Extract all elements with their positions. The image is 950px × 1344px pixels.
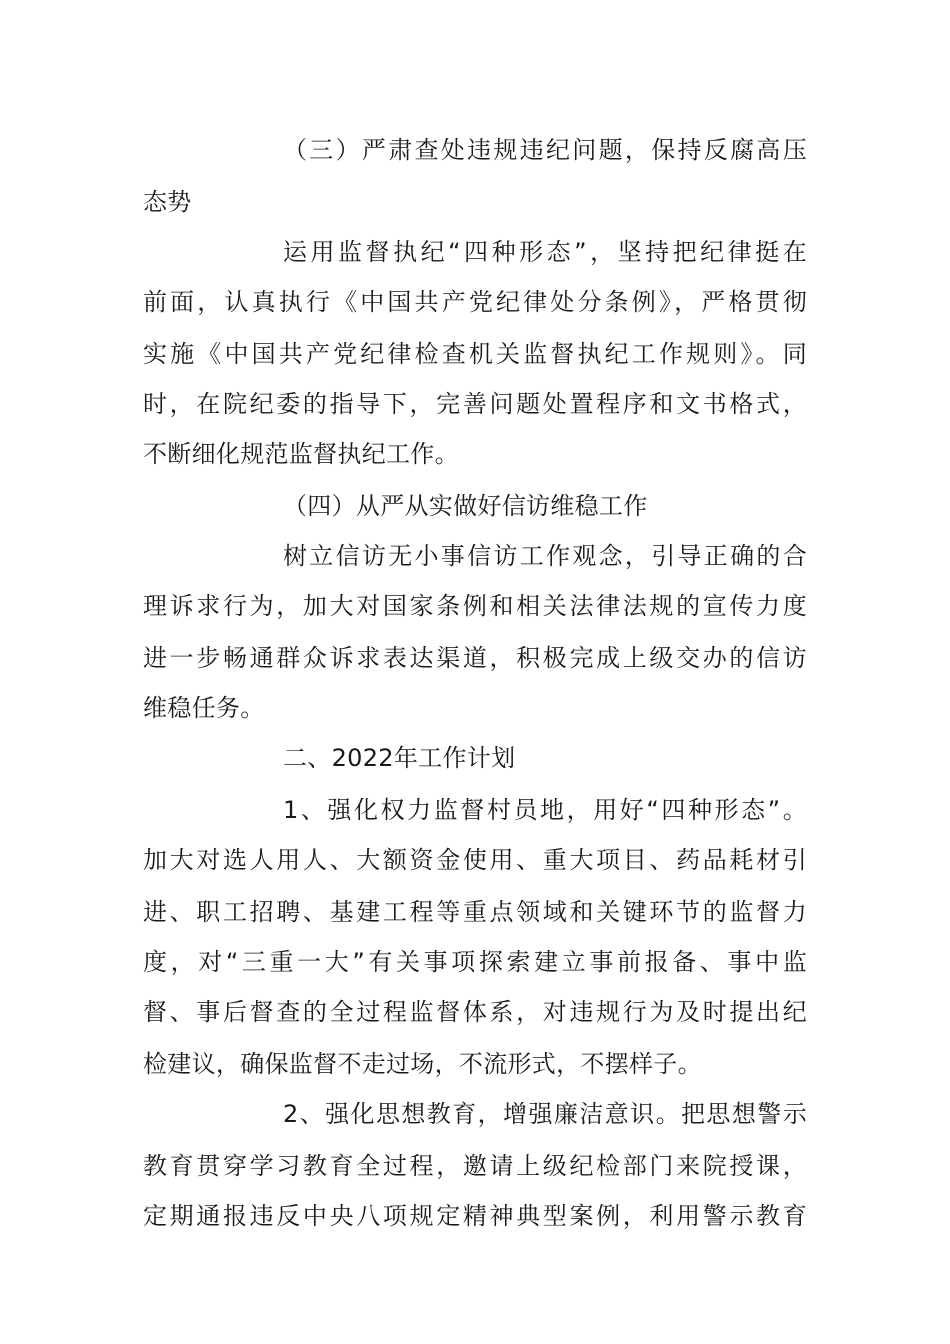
plan-item-2-line: 教育贯穿学习教育全过程，邀请上级纪检部门来院授课，	[143, 1152, 807, 1180]
section-3-heading-cont: 态势	[143, 188, 192, 216]
plan-item-1-line: 1、强化权力监督村员地，用好“四种形态”。	[283, 796, 807, 824]
plan-heading: 二、2022年工作计划	[283, 744, 516, 772]
section-3-paragraph-line: 前面，认真执行《中国共产党纪律处分条例》，严格贯彻	[143, 288, 807, 316]
plan-item-1-line: 进、职工招聘、基建工程等重点领域和关键环节的监督力	[143, 898, 807, 926]
section-4-paragraph-line: 树立信访无小事信访工作观念，引导正确的合	[283, 542, 807, 570]
plan-item-1-line: 度，对“三重一大”有关事项探索建立事前报备、事中监	[143, 948, 807, 976]
section-4-paragraph-line: 理诉求行为，加大对国家条例和相关法律法规的宣传力度	[143, 592, 807, 620]
plan-item-1-line: 加大对选人用人、大额资金使用、重大项目、药品耗材引	[143, 846, 807, 874]
section-4-heading: （四）从严从实做好信访维稳工作	[283, 492, 648, 520]
section-4-paragraph-line: 进一步畅通群众诉求表达渠道，积极完成上级交办的信访	[143, 644, 807, 672]
plan-item-1-line: 检建议，确保监督不走过场，不流形式，不摆样子。	[143, 1050, 702, 1078]
section-3-paragraph-line: 运用监督执纪“四种形态”，坚持把纪律挺在	[283, 238, 807, 266]
section-3-heading: （三）严肃查处违规违纪问题，保持反腐高压	[283, 136, 807, 164]
section-3-paragraph-line: 实施《中国共产党纪律检查机关监督执纪工作规则》。同	[143, 340, 807, 368]
plan-item-2-line: 定期通报违反中央八项规定精神典型案例，利用警示教育	[143, 1202, 807, 1230]
section-3-paragraph-line: 不断细化规范监督执纪工作。	[143, 440, 459, 468]
plan-item-2-line: 2、强化思想教育，增强廉洁意识。把思想警示	[283, 1100, 807, 1128]
section-4-paragraph-line: 维稳任务。	[143, 694, 265, 722]
section-3-paragraph-line: 时，在院纪委的指导下，完善问题处置程序和文书格式，	[143, 390, 807, 418]
plan-item-1-line: 督、事后督查的全过程监督体系，对违规行为及时提出纪	[143, 998, 807, 1026]
